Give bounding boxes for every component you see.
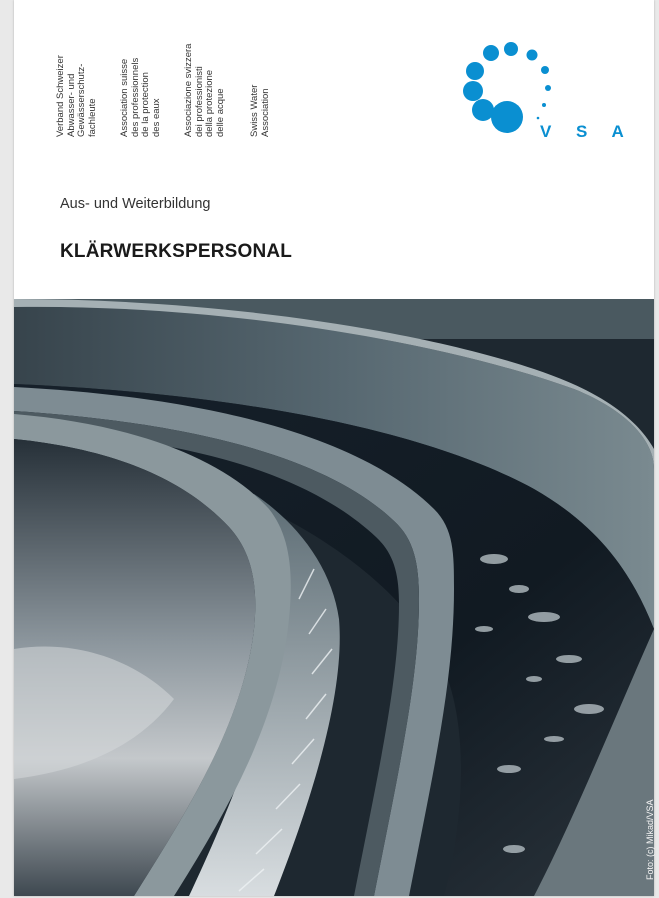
text-line: delle acque [214, 88, 226, 137]
association-name-it [183, 0, 226, 137]
text-line: della protezione [204, 69, 215, 137]
text-line: Gewässerschutz- [76, 63, 87, 137]
text-line: des eaux [150, 98, 162, 137]
association-name-fr [119, 0, 162, 137]
clarifier-basin-photo [14, 299, 654, 896]
text-line: Verband Schweizer [55, 55, 66, 137]
document-subtitle: Aus- und Weiterbildung [60, 196, 211, 212]
text-line: Abwasser- und [65, 73, 77, 137]
photo-credit: Foto: (c) Mikad/VSA [645, 799, 655, 880]
vsa-logo-text: V S A [540, 122, 634, 141]
vsa-logo [452, 38, 634, 148]
text-line: Association [259, 88, 271, 137]
text-line: des professionnels [129, 57, 141, 137]
document-page [14, 0, 654, 896]
text-line: dei professionisti [193, 66, 205, 137]
vsa-dots-logo-icon [452, 38, 634, 148]
document-title: KLÄRWERKSPERSONAL [60, 241, 293, 262]
text-line: Swiss Water [249, 84, 260, 137]
text-line: fachleute [86, 98, 98, 137]
text-line: Association suisse [119, 58, 130, 137]
association-name-de [55, 0, 98, 137]
text-line: Associazione svizzera [183, 43, 194, 137]
text-line: de la protection [140, 72, 151, 137]
association-name-en [249, 0, 271, 137]
